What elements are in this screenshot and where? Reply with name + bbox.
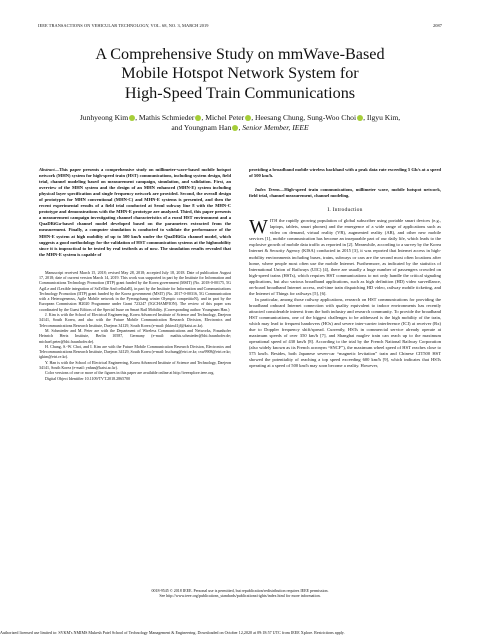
index-terms-text: —High-speed train communications, millimeter wave, mobile hotspot network, field trial, channel measurement, channel modeling. <box>249 187 441 199</box>
orcid-icon[interactable] <box>245 115 251 121</box>
page-number: 2087 <box>433 23 442 28</box>
footnotes <box>39 270 231 381</box>
author-list <box>60 113 420 133</box>
orcid-icon[interactable] <box>129 115 135 121</box>
authors-line-2: and Youngnam Han , Senior Member, IEEE <box>171 123 309 132</box>
journal-reference: IEEE TRANSACTIONS ON VEHICULAR TECHNOLOGY, VOL. 68, NO. 3, MARCH 2019 <box>38 23 209 28</box>
drop-cap: W <box>249 216 268 239</box>
intro-paragraph-1 <box>249 218 441 297</box>
intro-paragraph-2: In particular, among those railway applications, research on HST communications for providing the broadband onboard Internet connection with quality equivalent to indoor environments has recently attracted considerable interest from the both industry and research community. To provide the broadband HST communications, one of the biggest challenges to be addressed is the high mobility of the train, which may lead to frequent handovers (HOs) and severe inter-carrier interference (ICI) at receiver (Rx) due to Doppler frequency shift/spread. Currently, HSTs in commercial service already operate at maximum speeds of over 350 km/h [7], and Shanghai maglev train can reach up to the maximum operational speed of 430 km/h [8]. According to the trial by the French National Railway Corporation (also widely known as its French acronym “SNCF”), the maximum wheel speed of HST reaches close to 575 km/h. Besides, both Japanese seven-car “magnetic levitation” train and Chinese CIT500 HST showed the potentiality of reaching a top speed exceeding 600 km/h [9], which indicates that HSTs operating at a speed of 500 km/h may soon become a reality. However, <box>249 296 441 369</box>
section-heading: I. Introduction <box>327 207 363 214</box>
footnote-affiliation: Y. Han is with the School of Electrical Engineering, Korea Advanced Institute of Science and Technology, Daejeon 34141, South Korea (e-mail: ynhan@kaist.ac.kr). <box>39 359 231 371</box>
copyright-notice <box>40 588 440 598</box>
copyright-line: 0018-9545 © 2018 IEEE. Personal use is permitted, but republication/redistribution requires IEEE permission. <box>151 588 329 593</box>
orcid-icon[interactable] <box>232 125 238 131</box>
abstract <box>39 167 231 258</box>
author-role: Senior Member, IEEE <box>242 123 309 132</box>
footnote-color-note: Color versions of one or more of the figures in this paper are available online at http://ieeexplore.ieee.org. <box>45 370 215 376</box>
paragraph-text: the rapidly growing population of global subscriber using portable smart devices (e.g., laptops, tablets, smart phones) and the emergence of a wide range of applications such as video on demand, virtual reality (VR), augmented reality (AR), and other new mobile services [1], mobile communication has become an inseparable part of our daily life, which leads to the explosive growth of mobile data traffic as reported in [2]. Meanwhile, according to a survey by the Korea Internet & Security Agency (KISA) conducted in 2015 [3], it was reported that Internet access in high-mobility environments including buses, trains, subways or cars are the second most often locations after home, where people most often use the mobile Internet. Furthermore, as indicated by the statistics of International Union of Railways (UIC) [4], there are usually a huge number of passengers crowded on high-speed trains (HSTs), which requires HST communications to not only handle the critical signaling applications, but also various broadband applications, such as high definition (HD) video surveillance, on-board broadband Internet access, real-time train dispatching HD video, railway mobile ticketing, and the Internet of Things for railways [5], [6]. <box>249 218 441 296</box>
title-line: Mobile Hotspot Network System for <box>121 64 359 83</box>
orcid-icon[interactable] <box>357 115 363 121</box>
abstract-continuation: providing a broadband mobile wireless backhaul with a peak data rate exceeding 5 Gb/s at a speed of 500 km/h. <box>249 167 441 179</box>
first-word: ITH <box>269 218 278 224</box>
left-column <box>39 167 231 381</box>
paper-title <box>40 45 440 103</box>
footnote-affiliation: J. Kim is with the School of Electrical Engineering, Korea Advanced Institute of Science and Technology, Daejeon 34141, South Korea, and also with the Future Mobile Communication Research Division, Electronics and Telecommunications Research Institute, Daejeon 34129, South Korea (e-mail: jhkim41jf@kaist.ac.kr). <box>39 312 231 328</box>
footnote-manuscript: Manuscript received March 15, 2018; revised May 28, 2018; accepted July 18, 2018. Date of publication August 17, 2018; date of current version March 14, 2019. This work was supported in part by the Institute for Information and Communications Technology Promotion (IITP) grant funded by the Korea government (MSIT) (No. 2018-0-00175, 5G AgiLe and fLexible integration of SaTellite And cellulaR), in part by the Institute for Information and Communications Technology Promotion (IITP) grant funded by the Korea government (MSIT) (No. 2017-0-00316, 5G Communication with a Heterogeneous, Agile Mobile network in the Pyeongchang winter Olympic competitioN), and in part by the European Commission H2020 Programme under Grant 723247 (5GCHAMPION). The review of this paper was coordinated by the Guest Editors of the Special Issue on Smart Rail Mobility. (Corresponding author: Youngnam Han.) <box>39 269 231 312</box>
download-notice: Authorized licensed use limited to: SVKM's NMIMS Mukesh Patel School of Technology Management & Engineering. Downloaded on October 12,2020 at 09:18:57 UTC from IEEE Xplore. Restrictions apply. <box>0 630 345 635</box>
footnote-doi: Digital Object Identifier 10.1109/TVT.2018.2865700 <box>45 375 131 381</box>
footnote-affiliation: H. Chung, S.-W. Choi, and I. Kim are with the Future Mobile Communication Research Division, Electronics and Telecommunications Research Institute, Daejeon 34129, South Korea (e-mail: hschung@etri.re.kr; csw9908@etri.re.kr; igkim@etri.re.kr). <box>39 343 231 360</box>
abstract-lead: Abstract <box>39 167 55 172</box>
title-line: A Comprehensive Study on mmWave-Based <box>95 45 385 63</box>
footnote-affiliation: M. Schmieder and M. Peter are with the Department of Wireless Communications and Networks, Fraunhofer Heinrich Hertz Institute, Berlin 10587, Germany (e-mail: mathis.schmieder@hhi.fraunhofer.de; michael.peter@hhi.fraunhofer.de). <box>39 327 231 344</box>
abstract-text: —This paper presents a comprehensive study on millimeter-wave-based mobile hotspot network (MHN) system for high-speed train (HST) communications, including system design, field trial, channel modeling based on measurement campaign, simulation, and validation. First, an overview of the MHN system and the design of an MHN enhanced (MHN-E) system including physical layer specification and single frequency network are provided. Second, the overall design of prototypes for MHN conventional (MHN-C) and MHN-E systems is presented, and then the recent experimental results of a field trial conducted at Seoul subway line 8 with the MHN-C prototype and demonstrations with the MHN-E prototype are analyzed. Third, this paper presents a measurement campaign investigating channel characteristics of a rural HST environment and a QuaDRiGa-based channel model developed based on the parameters extracted from the measurement. Finally, a computer simulation is conducted to validate the performance of the MHN-E system at high mobility of up to 500 km/h under the QuaDRiGa channel model, which suggests a good methodology for the validation of HST communication systems at the highmobility since it is impractical to be tested by real testbeds as of now. The simulation results revealed that the MHN-E system is capable of <box>39 167 231 257</box>
right-column <box>249 167 441 369</box>
orcid-icon[interactable] <box>195 115 201 121</box>
copyright-line: See http://www.ieee.org/publications_standards/publications/rights/index.html for more information. <box>159 593 321 599</box>
authors-line-1: Junhyeong Kim , Mathis Schmieder , Michel Peter , Heesang Chung, Sung-Woo Choi , Ilgyu Kim, <box>79 113 401 122</box>
index-terms <box>249 187 441 199</box>
index-terms-lead: Index Terms <box>255 187 280 193</box>
title-line: High-Speed Train Communications <box>124 83 356 102</box>
